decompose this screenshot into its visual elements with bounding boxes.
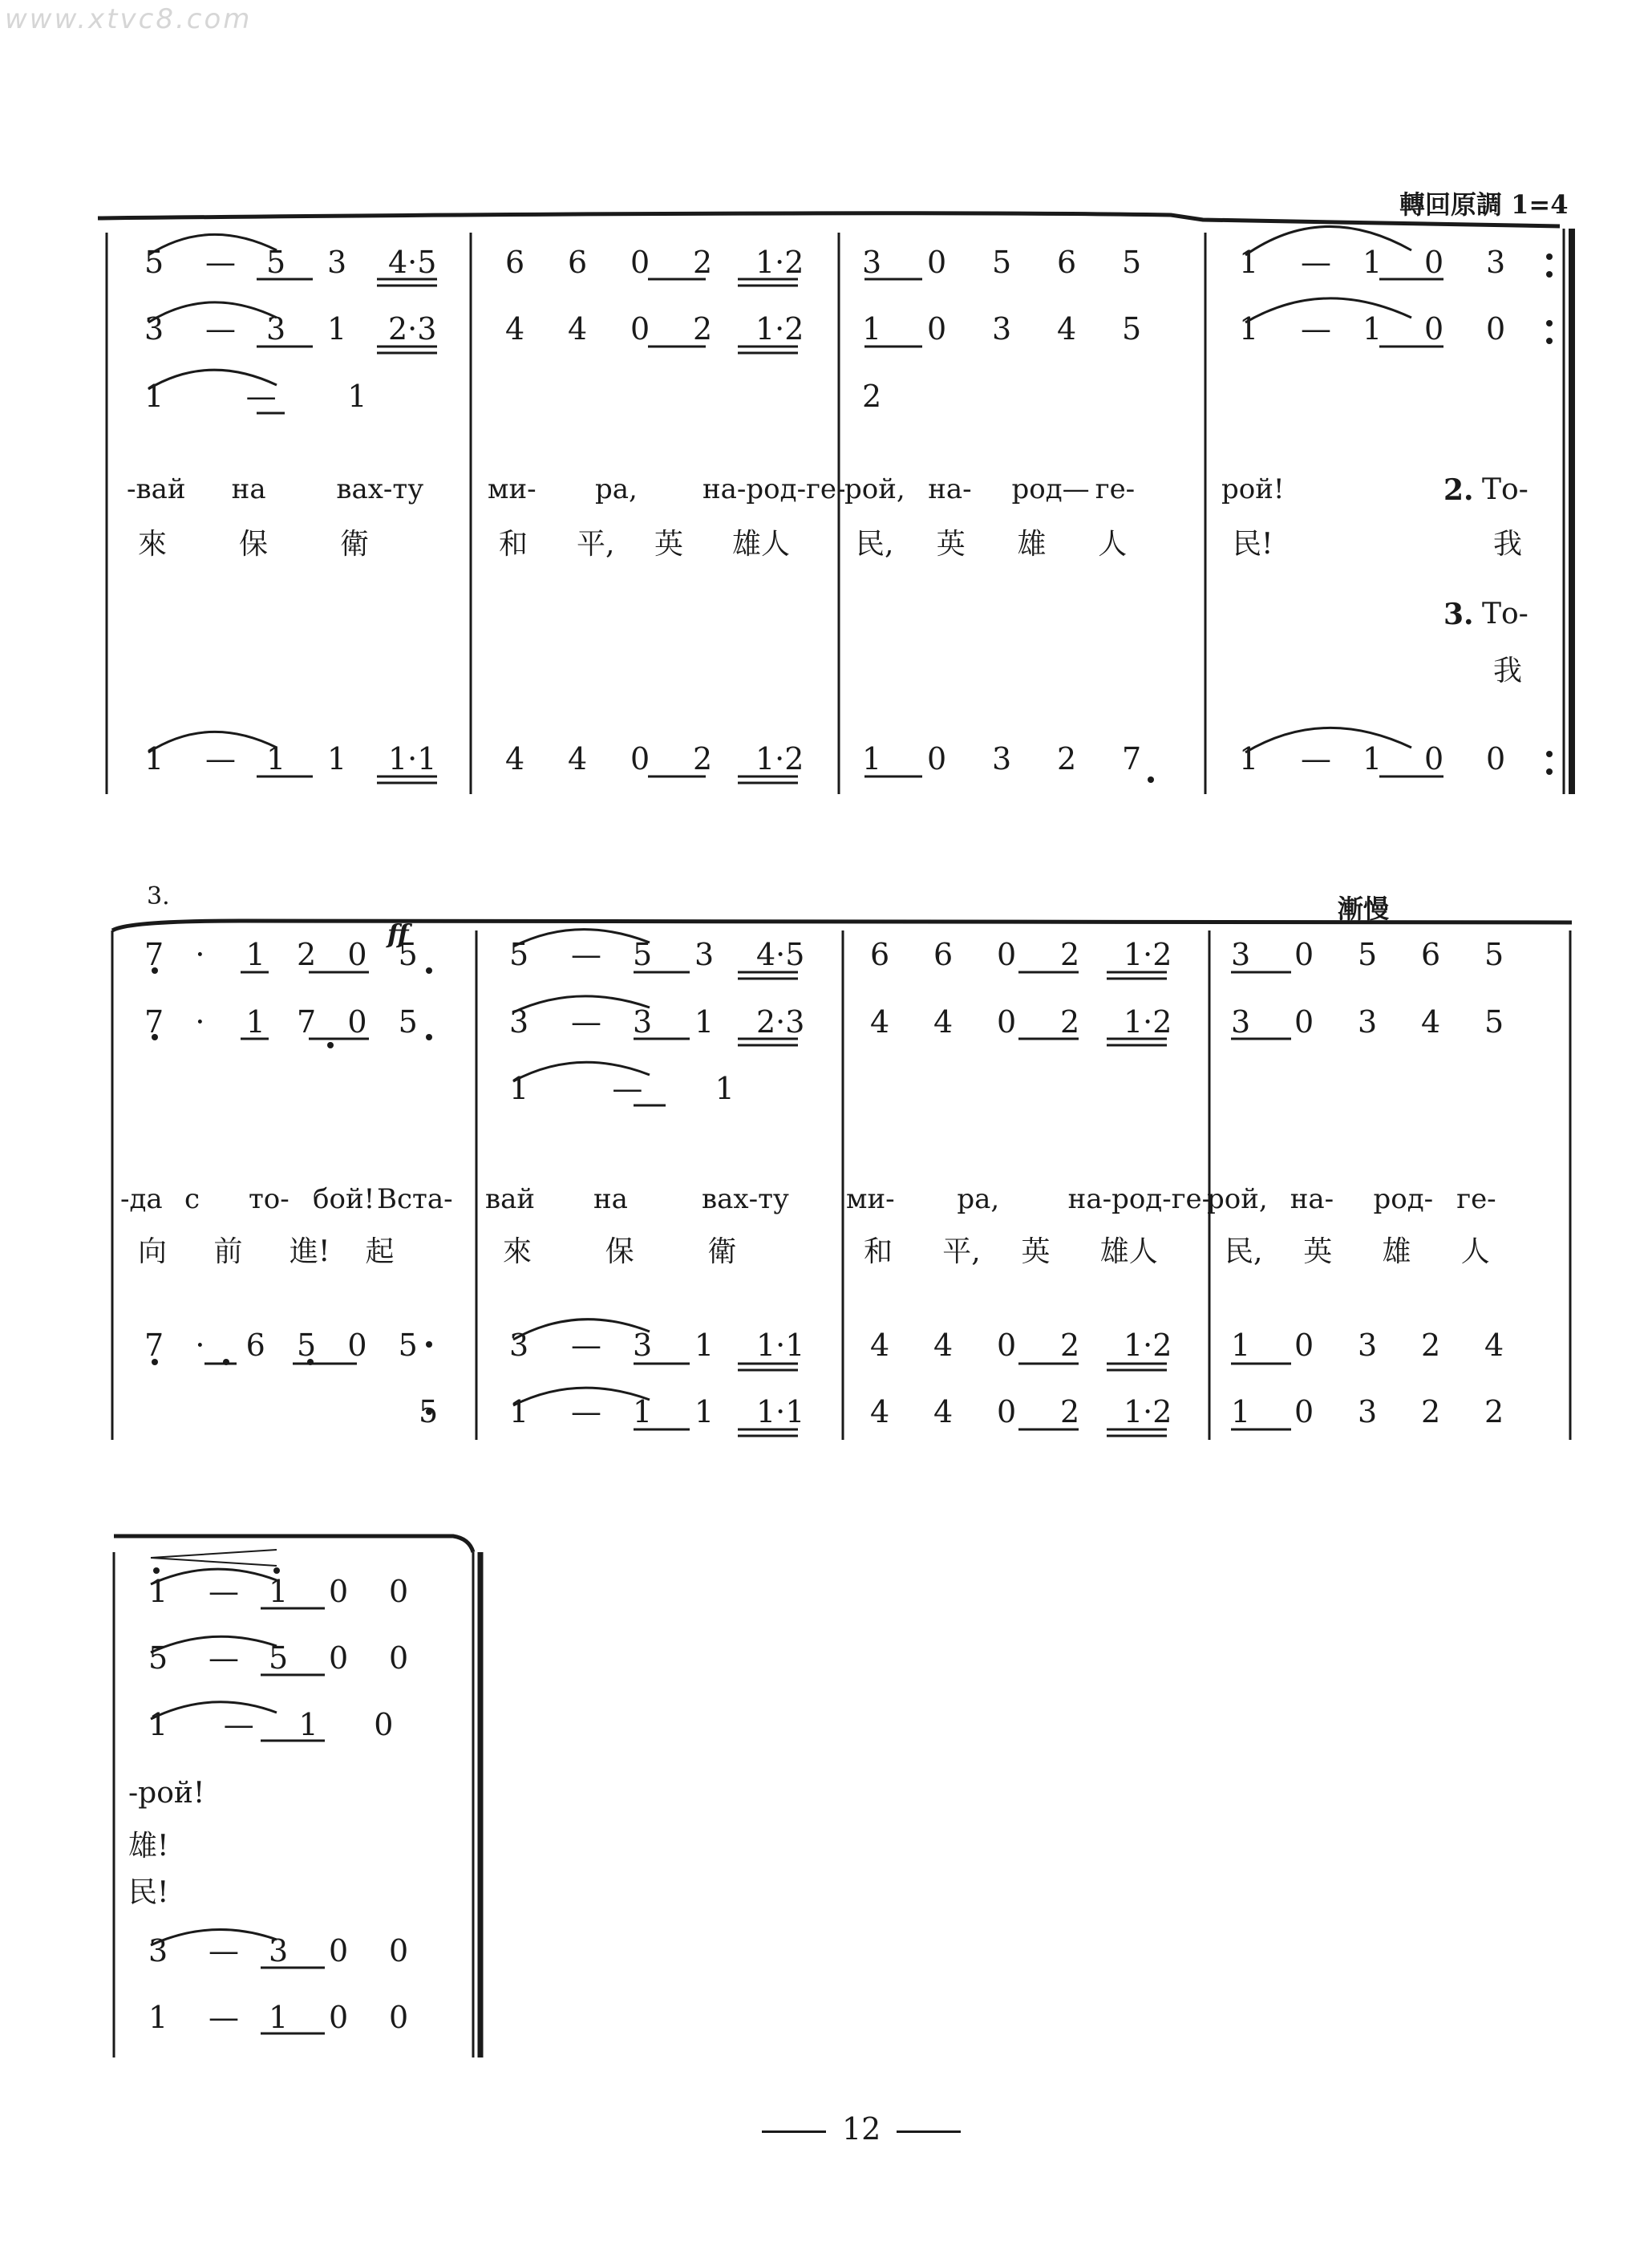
note-token: 1 xyxy=(715,1071,735,1106)
lyric-ru: ге- xyxy=(1095,473,1136,505)
note-token: — xyxy=(571,1004,601,1040)
note-token: 1 xyxy=(1239,311,1259,347)
lyric-line: 民! xyxy=(128,1876,169,1909)
note-token: 5 xyxy=(419,1394,439,1429)
lyric-ru: вах-ту xyxy=(336,473,424,505)
lyric-ru: вах-ту xyxy=(702,1183,789,1215)
note-token: 1 xyxy=(1231,1394,1251,1429)
note-token: 1·2 xyxy=(755,245,804,280)
note-token: 1 xyxy=(862,311,882,347)
lyric-zh: 雄 xyxy=(1017,528,1047,561)
note-token: 1 xyxy=(327,741,347,776)
note-token: 4 xyxy=(505,311,525,347)
note-token: 4 xyxy=(870,1394,890,1429)
lyric-ru: на- xyxy=(928,473,972,505)
note-token: 0 xyxy=(374,1707,394,1742)
note-token: 3 xyxy=(633,1004,653,1040)
verse-verse2-label: 2. xyxy=(1443,473,1474,507)
note-token: 3 xyxy=(1358,1394,1378,1429)
note-token: 2 xyxy=(862,379,882,414)
note-token: 0 xyxy=(1294,1394,1314,1429)
note-token: 1 xyxy=(148,1574,168,1609)
note-token: 4 xyxy=(933,1394,954,1429)
note-token: 1 xyxy=(148,2000,168,2035)
note-token: — xyxy=(571,1394,601,1429)
note-token: 1 xyxy=(1239,245,1259,280)
note-token: 1 xyxy=(144,741,164,776)
note-token: 1 xyxy=(694,1328,715,1363)
lyric-zh: 和 xyxy=(864,1235,893,1268)
note-token: 2 xyxy=(1421,1394,1441,1429)
note-token: — xyxy=(205,311,236,347)
note-token: 2 xyxy=(693,741,713,776)
note-token: 1·2 xyxy=(1124,937,1172,972)
note-token: 0 xyxy=(630,741,650,776)
note-token: 7 xyxy=(1122,741,1142,776)
lyric-zh: 來 xyxy=(503,1235,532,1268)
note-token: 2 xyxy=(1060,1004,1080,1040)
note-token: 1 xyxy=(269,1574,289,1609)
note-token: 1 xyxy=(862,741,882,776)
note-token: 3 xyxy=(862,245,882,280)
lyric-zh: 民, xyxy=(856,528,894,561)
note-token: 7 xyxy=(297,1004,317,1040)
note-token: 0 xyxy=(1486,311,1506,347)
note-token: 1 xyxy=(245,937,265,972)
note-token: 2 xyxy=(1484,1394,1504,1429)
note-token: 3 xyxy=(1231,937,1251,972)
note-token: 3 xyxy=(694,937,715,972)
note-token: 3 xyxy=(1358,1328,1378,1363)
note-token: 0 xyxy=(1294,1328,1314,1363)
note-token: 7 xyxy=(144,1328,164,1363)
note-token: — xyxy=(571,1328,601,1363)
lyric-ru: на- xyxy=(1290,1183,1334,1215)
note-token: 3 xyxy=(992,741,1012,776)
tempo-ritardando: 漸慢 xyxy=(1338,894,1390,924)
note-token: 6 xyxy=(245,1328,265,1363)
lyric-zh: 英 xyxy=(1021,1235,1051,1268)
lyric-zh: 平, xyxy=(577,528,615,561)
note-token: 1·2 xyxy=(755,311,804,347)
lyric-ru: на-род-ге- xyxy=(1067,1183,1212,1215)
lyric-ru: с xyxy=(184,1183,200,1215)
note-token: 1 xyxy=(694,1394,715,1429)
note-token: 1 xyxy=(509,1394,529,1429)
note-token: · xyxy=(195,1004,205,1040)
note-token: 5 xyxy=(148,1640,168,1676)
note-token: 1·1 xyxy=(756,1394,805,1429)
lyric-ru: рой, xyxy=(844,473,905,505)
note-token: 0 xyxy=(389,2000,409,2035)
note-token: 0 xyxy=(630,311,650,347)
lyric-ru: ми- xyxy=(846,1183,895,1215)
note-token: 3 xyxy=(269,1933,289,1968)
note-token: 1 xyxy=(148,1707,168,1742)
note-token: 2 xyxy=(1421,1328,1441,1363)
note-token: 0 xyxy=(630,245,650,280)
note-token: 4 xyxy=(933,1328,954,1363)
note-token: 2·3 xyxy=(388,311,437,347)
note-token: 3 xyxy=(992,311,1012,347)
lyric-ru: то- xyxy=(249,1183,290,1215)
lyric-zh: 人 xyxy=(1460,1235,1490,1268)
note-token: 0 xyxy=(329,1574,349,1609)
note-token: 1 xyxy=(1362,245,1383,280)
note-token: 6 xyxy=(1057,245,1077,280)
note-token: 0 xyxy=(389,1574,409,1609)
note-token: 0 xyxy=(1294,1004,1314,1040)
note-token: 3 xyxy=(1231,1004,1251,1040)
note-token: 4 xyxy=(1484,1328,1504,1363)
note-token: 5 xyxy=(1122,245,1142,280)
lyric-zh: 前 xyxy=(213,1235,243,1268)
note-token: 1·2 xyxy=(1124,1394,1172,1429)
note-token: 0 xyxy=(1486,741,1506,776)
lyric-ru: -вай xyxy=(127,473,186,505)
lyric-zh: 保 xyxy=(239,528,269,561)
verse-verse2-ru: То- xyxy=(1482,473,1529,506)
note-token: 1 xyxy=(1239,741,1259,776)
lyric-ru: рой, xyxy=(1207,1183,1268,1215)
note-token: 7 xyxy=(144,1004,164,1040)
note-token: 0 xyxy=(1424,245,1444,280)
lyric-zh: 衛 xyxy=(707,1235,737,1268)
lyric-ru: род- xyxy=(1373,1183,1434,1215)
note-token: 1·2 xyxy=(755,741,804,776)
note-token: 0 xyxy=(997,1394,1017,1429)
note-token: 0 xyxy=(997,1328,1017,1363)
note-token: 1 xyxy=(245,1004,265,1040)
note-token: — xyxy=(612,1071,643,1106)
note-token: 5 xyxy=(266,245,286,280)
note-token: 0 xyxy=(329,1640,349,1676)
note-token: 2 xyxy=(1057,741,1077,776)
note-token: 5 xyxy=(509,937,529,972)
lyric-ru: бой! xyxy=(313,1183,375,1215)
note-token: 5 xyxy=(398,1328,418,1363)
note-token: 5 xyxy=(297,1328,317,1363)
watermark: www.xtvc8.com xyxy=(5,3,253,35)
lyric-zh: 英 xyxy=(654,528,684,561)
lyric-line: 雄! xyxy=(128,1830,169,1863)
note-token: 5 xyxy=(992,245,1012,280)
verse-verse3-label: 3. xyxy=(1443,598,1474,631)
note-token: 2 xyxy=(1060,937,1080,972)
note-token: 5 xyxy=(398,937,418,972)
note-token: 4 xyxy=(1057,311,1077,347)
note-token: 0 xyxy=(389,1933,409,1968)
note-token: 3 xyxy=(144,311,164,347)
note-token: 1 xyxy=(266,741,286,776)
lyric-ru: на xyxy=(231,473,266,505)
note-token: 3 xyxy=(633,1328,653,1363)
lyric-zh: 英 xyxy=(936,528,966,561)
note-token: 4 xyxy=(505,741,525,776)
note-token: 2 xyxy=(693,245,713,280)
note-token: 1·2 xyxy=(1124,1328,1172,1363)
note-token: 3 xyxy=(327,245,347,280)
lyric-ru: ми- xyxy=(488,473,536,505)
lyric-ru: ге- xyxy=(1456,1183,1496,1215)
note-token: — xyxy=(245,379,277,414)
lyric-zh: 民, xyxy=(1225,1235,1263,1268)
lyric-zh: 雄 xyxy=(1382,1235,1411,1268)
lyric-ru: ра, xyxy=(595,473,638,505)
lyric-zh: 進! xyxy=(290,1235,330,1268)
lyric-zh: 雄人 xyxy=(732,528,791,561)
note-token: 5 xyxy=(633,937,653,972)
note-token: 5 xyxy=(1122,311,1142,347)
note-token: 5 xyxy=(1484,937,1504,972)
volta-3: 3. xyxy=(147,882,170,910)
lyric-ru: на-род-ге- xyxy=(703,473,846,505)
lyric-zh: 英 xyxy=(1303,1235,1333,1268)
note-token: 0 xyxy=(997,1004,1017,1040)
note-token: · xyxy=(195,937,205,972)
note-token: 6 xyxy=(505,245,525,280)
note-token: — xyxy=(209,2000,239,2035)
note-token: 3 xyxy=(1486,245,1506,280)
note-token: 0 xyxy=(927,245,947,280)
page-number: 12 xyxy=(746,2111,977,2147)
note-token: 2 xyxy=(693,311,713,347)
note-token: 1 xyxy=(269,2000,289,2035)
note-token: 4 xyxy=(568,311,588,347)
note-token: 1 xyxy=(509,1071,529,1106)
note-token: 0 xyxy=(347,1004,367,1040)
note-token: 0 xyxy=(347,937,367,972)
note-token: 5 xyxy=(398,1004,418,1040)
lyric-ru: на xyxy=(593,1183,628,1215)
note-token: 4 xyxy=(870,1328,890,1363)
note-token: 6 xyxy=(870,937,890,972)
lyric-zh: 保 xyxy=(605,1235,634,1268)
lyric-zh: 起 xyxy=(365,1235,395,1268)
note-token: 3 xyxy=(266,311,286,347)
note-token: 5 xyxy=(1484,1004,1504,1040)
note-token: 0 xyxy=(927,311,947,347)
note-token: — xyxy=(223,1707,254,1742)
note-token: 3 xyxy=(1358,1004,1378,1040)
note-token: 1·1 xyxy=(756,1328,805,1363)
note-token: 1·2 xyxy=(1124,1004,1172,1040)
note-token: 4 xyxy=(1421,1004,1441,1040)
note-token: 1 xyxy=(327,311,347,347)
note-token: — xyxy=(205,741,236,776)
note-token: 2·3 xyxy=(756,1004,805,1040)
note-token: 0 xyxy=(1424,311,1444,347)
note-token: 6 xyxy=(1421,937,1441,972)
note-token: 5 xyxy=(269,1640,289,1676)
note-token: 1 xyxy=(633,1394,653,1429)
note-token: 6 xyxy=(933,937,954,972)
note-token: — xyxy=(1301,245,1331,280)
note-token: 5 xyxy=(1358,937,1378,972)
note-token: — xyxy=(205,245,236,280)
note-token: 6 xyxy=(568,245,588,280)
note-token: 5 xyxy=(144,245,164,280)
dynamic-ff: ff xyxy=(387,918,409,949)
note-token: — xyxy=(571,937,601,972)
note-token: 0 xyxy=(997,937,1017,972)
note-token: 0 xyxy=(347,1328,367,1363)
lyric-zh: 平, xyxy=(942,1235,981,1268)
verse-verse3-zh: 我 xyxy=(1493,655,1523,687)
note-token: · xyxy=(195,1328,205,1363)
lyric-zh: 來 xyxy=(138,528,168,561)
lyric-ru: ра, xyxy=(957,1183,1000,1215)
note-token: 1 xyxy=(1362,741,1383,776)
note-token: 0 xyxy=(1294,937,1314,972)
note-token: 1 xyxy=(144,379,164,414)
note-token: 3 xyxy=(509,1004,529,1040)
note-token: 4·5 xyxy=(388,245,437,280)
note-token: 3 xyxy=(148,1933,168,1968)
verse-verse3-ru: То- xyxy=(1482,598,1529,630)
lyric-ru: -да xyxy=(120,1183,163,1215)
note-token: 1 xyxy=(347,379,367,414)
note-token: 0 xyxy=(1424,741,1444,776)
note-token: 2 xyxy=(1060,1328,1080,1363)
lyric-ru: рой! xyxy=(1221,473,1285,505)
note-token: 0 xyxy=(329,2000,349,2035)
note-token: 2 xyxy=(297,937,317,972)
note-token: — xyxy=(209,1640,239,1676)
lyric-zh: 民! xyxy=(1233,528,1273,561)
note-token: 4 xyxy=(933,1004,954,1040)
note-token: 4·5 xyxy=(756,937,805,972)
note-token: 4 xyxy=(568,741,588,776)
note-token: 2 xyxy=(1060,1394,1080,1429)
note-token: 1 xyxy=(694,1004,715,1040)
lyric-zh: 雄人 xyxy=(1099,1235,1158,1268)
note-token: 0 xyxy=(329,1933,349,1968)
note-token: 0 xyxy=(389,1640,409,1676)
lyric-line: -рой! xyxy=(128,1777,205,1810)
note-token: 4 xyxy=(870,1004,890,1040)
note-token: 1 xyxy=(298,1707,318,1742)
note-token: 1 xyxy=(1231,1328,1251,1363)
note-token: — xyxy=(209,1574,239,1609)
lyric-zh: 人 xyxy=(1098,528,1128,561)
note-token: 7 xyxy=(144,937,164,972)
note-token: 1·1 xyxy=(388,741,437,776)
note-token: 1 xyxy=(1362,311,1383,347)
lyric-zh: 向 xyxy=(138,1235,168,1268)
tempo-key-change: 轉回原調 1=4 xyxy=(1399,189,1569,220)
note-token: — xyxy=(209,1933,239,1968)
note-token: 3 xyxy=(509,1328,529,1363)
lyric-zh: 和 xyxy=(499,528,528,561)
lyric-ru: род— xyxy=(1011,473,1090,505)
note-token: — xyxy=(1301,741,1331,776)
lyric-ru: вай xyxy=(485,1183,536,1215)
note-token: 0 xyxy=(927,741,947,776)
verse-verse2-zh: 我 xyxy=(1493,528,1523,561)
note-token: — xyxy=(1301,311,1331,347)
lyric-ru: Вста- xyxy=(377,1183,453,1215)
lyric-zh: 衛 xyxy=(340,528,370,561)
